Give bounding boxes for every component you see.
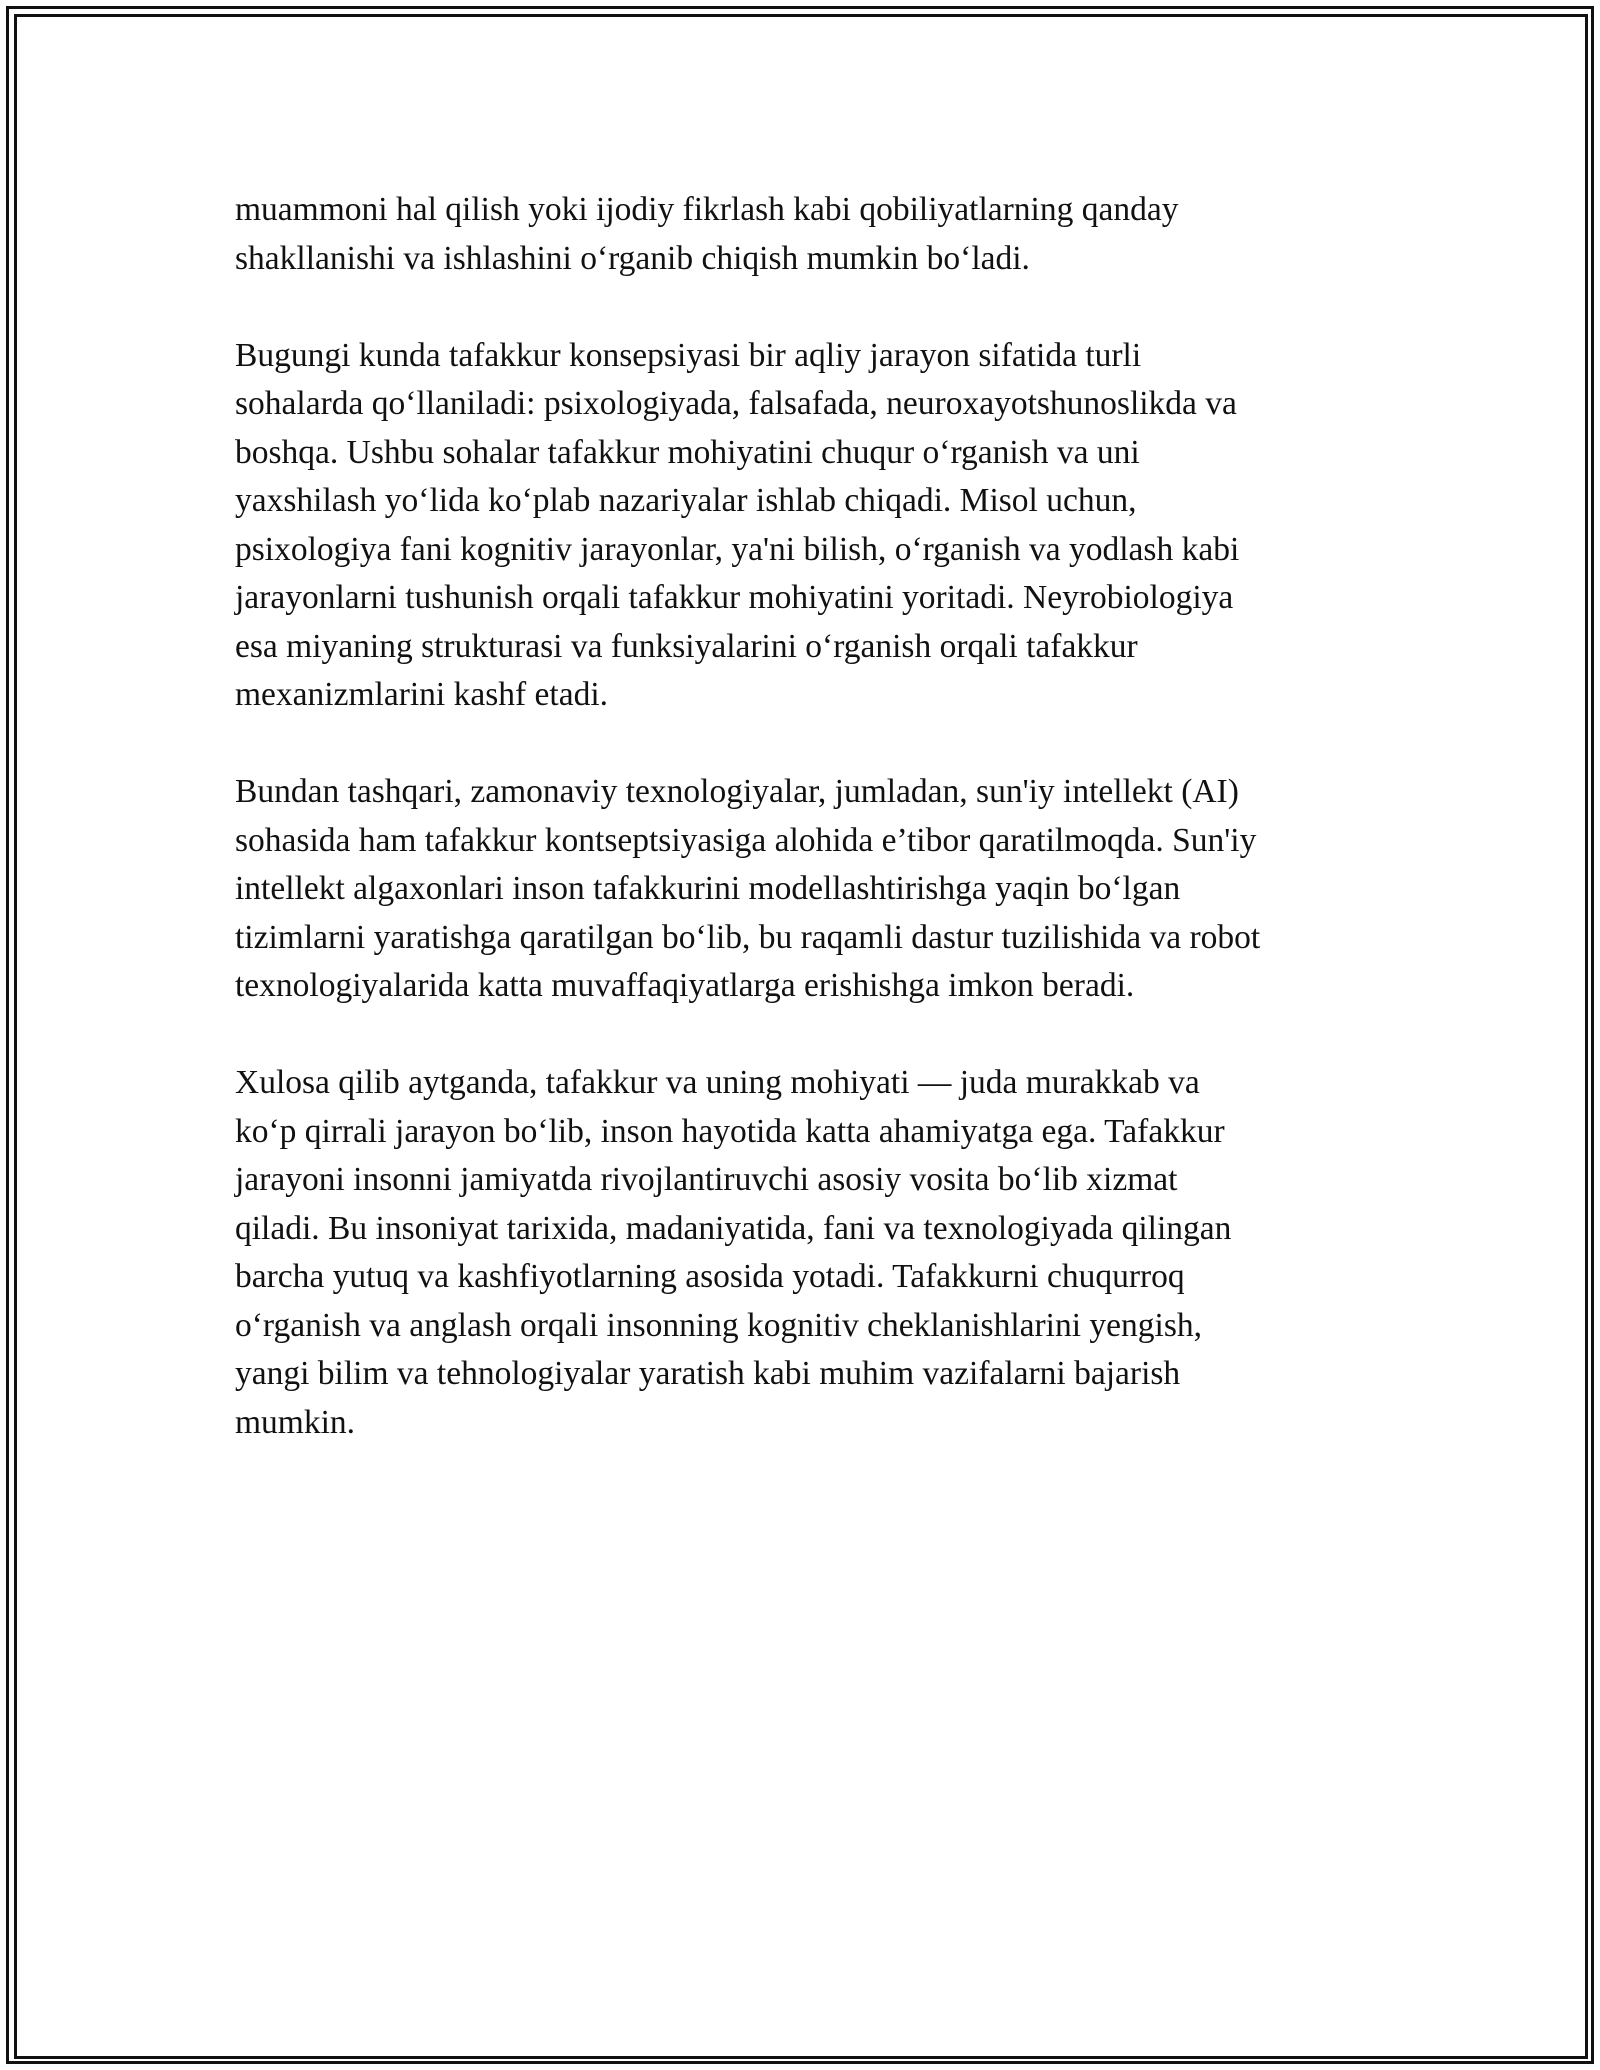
paragraph-2 [235,332,1375,720]
text-line: intellekt algaxonlari inson tafakkurini modellashtirishga yaqin bo‘lgan [235,870,1181,907]
text-line: mexanizmlarini kashf etadi. [235,676,609,713]
document-body [235,186,1375,1496]
text-line: Xulosa qilib aytganda, tafakkur va uning mohiyati — juda murakkab va [235,1064,1200,1101]
paragraph-3 [235,768,1375,1011]
text-line: qiladi. Bu insoniyat tarixida, madaniyatida, fani va texnologiyada qilingan [235,1209,1232,1247]
text-line: jarayonlarni tushunish orqali tafakkur mohiyatini yoritadi. Neyrobiologiya [235,579,1234,616]
text-line: Bundan tashqari, zamonaviy texnologiyalar, jumladan, sun'iy intellekt (AI) [235,773,1239,810]
text-line: tizimlarni yaratishga qaratilgan bo‘lib, bu raqamli dastur tuzilishida va robot [235,918,1261,956]
text-line: psixologiya fani kognitiv jarayonlar, ya'ni bilish, o‘rganish va yodlash kabi [235,530,1240,568]
text-line: sohasida ham tafakkur kontseptsiyasiga alohida e’tibor qaratilmoqda. Sun'iy [235,821,1257,859]
text-line: sohalarda qo‘llaniladi: psixologiyada, falsafada, neuroxayotshunoslikda va [235,385,1237,422]
text-line: muammoni hal qilish yoki ijodiy fikrlash kabi qobiliyatlarning qanday [235,191,1179,228]
text-line: shakllanishi va ishlashini o‘rganib chiqish mumkin bo‘ladi. [235,239,1030,277]
text-line: Bugungi kunda tafakkur konsepsiyasi bir aqliy jarayon sifatida turli [235,336,1142,374]
text-line: barcha yutuq va kashfiyotlarning asosida yotadi. Tafakkurni chuqurroq [235,1258,1185,1295]
text-line: esa miyaning strukturasi va funksiyalarini o‘rganish orqali tafakkur [235,627,1138,665]
text-line: o‘rganish va anglash orqali insonning kognitiv cheklanishlarini yengish, [235,1306,1203,1344]
text-line: mumkin. [235,1403,356,1441]
text-line: ko‘p qirrali jarayon bo‘lib, inson hayotida katta ahamiyatga ega. Tafakkur [235,1112,1225,1150]
text-line: boshqa. Ushbu sohalar tafakkur mohiyatini chuqur o‘rganish va uni [235,433,1140,471]
paragraph-4 [235,1059,1375,1447]
text-line: jarayoni insonni jamiyatda rivojlantiruvchi asosiy vosita bo‘lib xizmat [235,1161,1178,1198]
paragraph-1 [235,186,1375,283]
text-line: yaxshilash yo‘lida ko‘plab nazariyalar ishlab chiqadi. Misol uchun, [235,482,1137,519]
text-line: yangi bilim va tehnologiyalar yaratish kabi muhim vazifalarni bajarish [235,1355,1181,1392]
text-line: texnologiyalarida katta muvaffaqiyatlarga erishishga imkon beradi. [235,967,1135,1004]
